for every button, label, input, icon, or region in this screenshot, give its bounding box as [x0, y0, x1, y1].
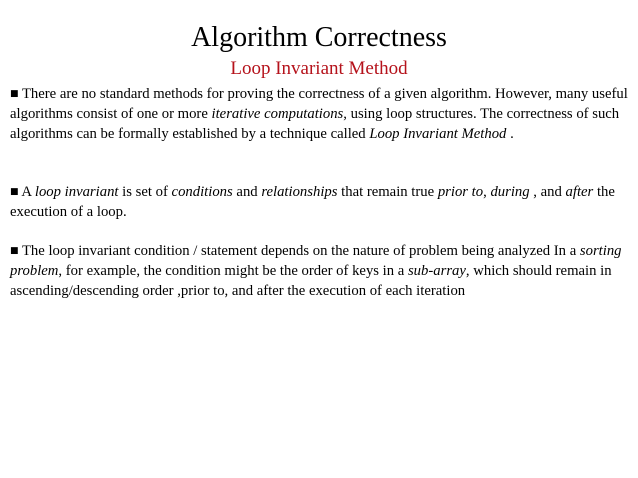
paragraph-2-emphasis-2: conditions — [171, 184, 233, 200]
paragraph-2 — [10, 182, 632, 222]
paragraph-2-text-6: , and — [529, 184, 566, 200]
square-bullet-icon: ■ — [10, 89, 19, 99]
paragraph-2-emphasis-4: prior to — [437, 184, 484, 200]
paragraph-2-text-5: , — [483, 184, 491, 200]
slide-subtitle: Loop Invariant Method — [230, 58, 408, 79]
paragraph-2-text-1: A — [21, 184, 35, 200]
paragraph-2-text-2: is set of — [118, 184, 172, 200]
paragraph-3-emphasis-1: sorting problem — [10, 243, 622, 279]
paragraph-1-text-1: There are no standard methods for proving the correctness of a given algorithm. However, many useful algorithms consist of one or more — [10, 86, 628, 122]
square-bullet-icon: ■ — [10, 187, 19, 197]
paragraph-2-emphasis-6: after — [565, 184, 594, 200]
paragraph-1-text-2: , using loop structures. The correctness of such algorithms can be formally established by a technique called — [10, 106, 620, 142]
paragraph-1-emphasis-2: Loop Invariant Method — [369, 126, 507, 142]
square-bullet-icon: ■ — [10, 246, 19, 256]
paragraph-2-text-7: the execution of a loop. — [10, 184, 615, 220]
paragraph-2-emphasis-3: relationships — [261, 184, 338, 200]
paragraph-1 — [10, 84, 632, 144]
paragraph-2-emphasis-1: loop invariant — [34, 184, 119, 200]
paragraph-2-text-4: that remain true — [337, 184, 438, 200]
paragraph-3-emphasis-2: sub-array — [407, 263, 466, 279]
paragraph-3-text-3: , which should remain in ascending/descending order ,prior to, and after the execution of each iteration — [10, 263, 612, 299]
slide-title: Algorithm Correctness — [191, 22, 447, 53]
paragraph-1-emphasis-1: iterative computations — [211, 106, 344, 122]
paragraph-3 — [10, 241, 632, 301]
paragraph-1-text-3: . — [506, 126, 514, 142]
paragraph-2-text-3: and — [232, 184, 262, 200]
paragraph-3-text-1: The loop invariant condition / statement depends on the nature of problem being analyzed In a — [21, 243, 580, 259]
paragraph-2-emphasis-5: during — [490, 184, 530, 200]
paragraph-3-text-2: , for example, the condition might be the order of keys in a — [58, 263, 408, 279]
